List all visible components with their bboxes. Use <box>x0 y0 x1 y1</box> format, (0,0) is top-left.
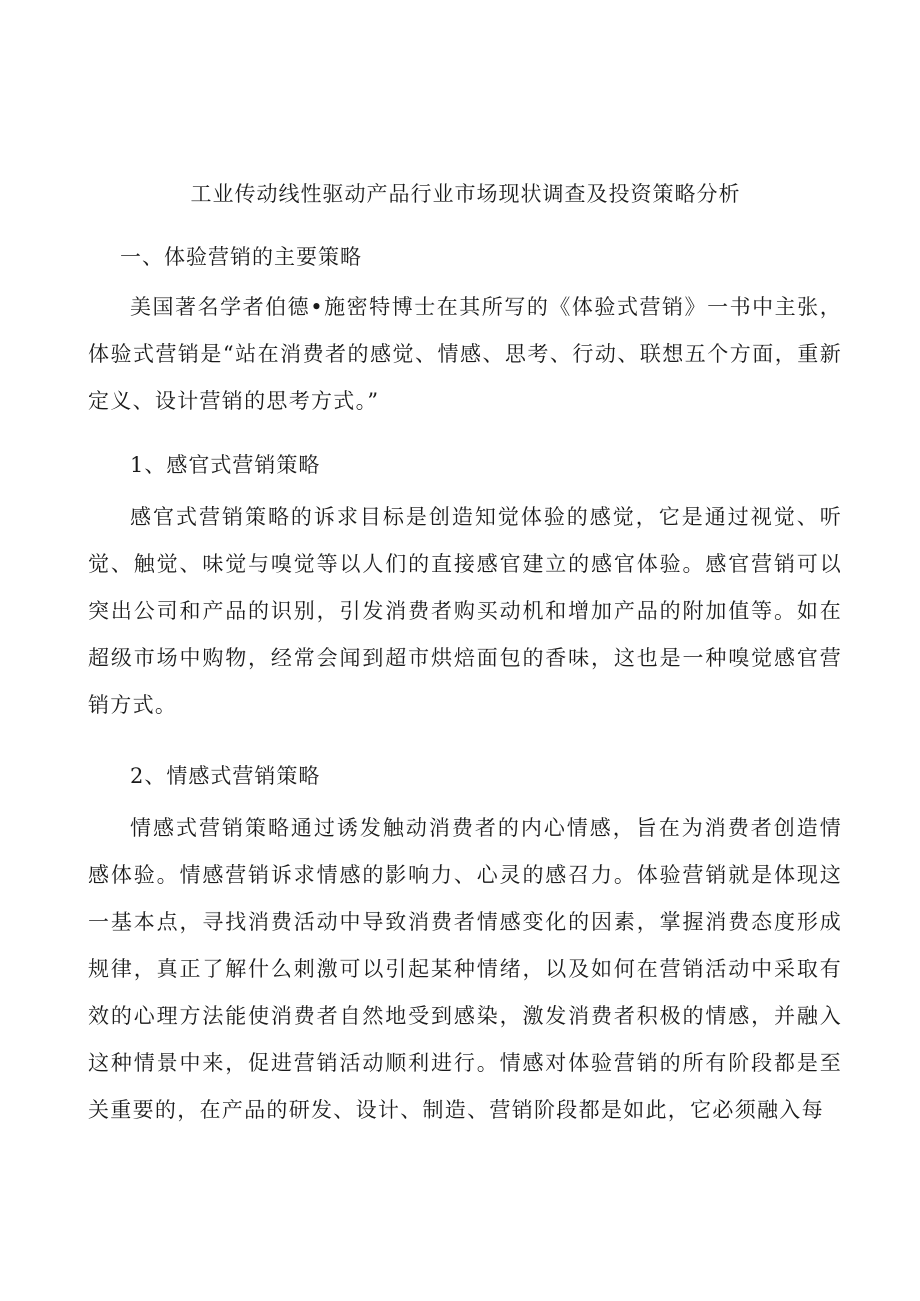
subsection-heading-emotional: 2、情感式营销策略 <box>130 764 321 788</box>
emotional-marketing-paragraph: 情感式营销策略通过诱发触动消费者的内心情感，旨在为消费者创造情感体验。情感营销诉求情感的影响力、心灵的感召力。体验营销就是体现这一基本点，寻找消费活动中导致消费者情感变化的因素，掌握消费态度形成规律，真正了解什么刺激可以引起某种情绪，以及如何在营销活动中采取有效的心理方法能使消费者自然地受到感染，激发消费者积极的情感，并融入这种情景中来，促进营销活动顺利进行。情感对体验营销的所有阶段都是至关重要的，在产品的研发、设计、制造、营销阶段都是如此，它必须融入每 <box>88 816 842 1122</box>
document-title: 工业传动线性驱动产品行业市场现状调查及投资策略分析 <box>190 182 741 206</box>
subsection-heading-sensory: 1、感官式营销策略 <box>130 453 321 477</box>
intro-paragraph: 美国著名学者伯德•施密特博士在其所写的《体验式营销》一书中主张，体验式营销是“站在消费者的感觉、情感、思考、行动、联想五个方面，重新定义、设计营销的思考方式。” <box>88 295 842 413</box>
sensory-marketing-paragraph: 感官式营销策略的诉求目标是创造知觉体验的感觉，它是通过视觉、听觉、触觉、味觉与嗅觉等以人们的直接感官建立的感官体验。感官营销可以突出公司和产品的识别，引发消费者购买动机和增加产品的附加值等。如在超级市场中购物，经常会闻到超市烘焙面包的香味，这也是一种嗅觉感官营销方式。 <box>88 505 842 717</box>
section-heading: 一、体验营销的主要策略 <box>120 245 362 269</box>
